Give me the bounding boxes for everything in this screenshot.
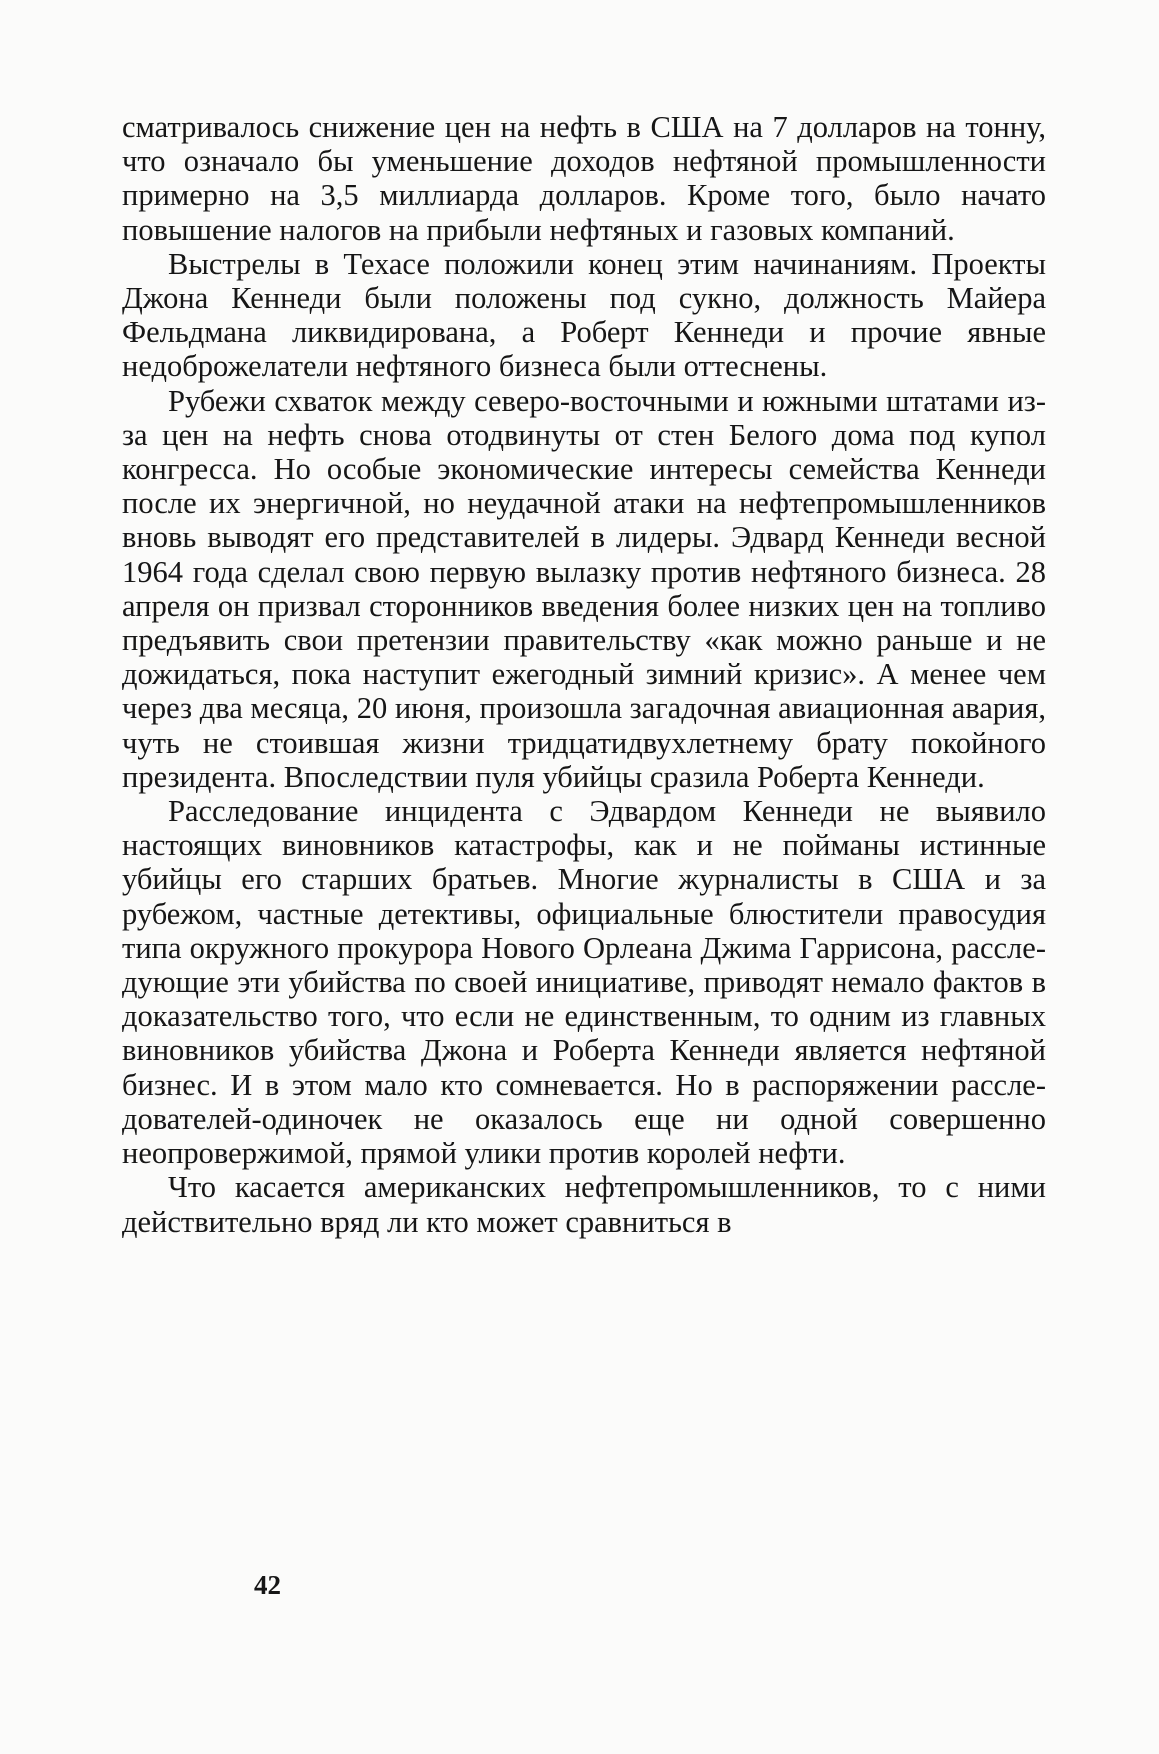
body-text <box>122 110 1046 1239</box>
page-number: 42 <box>254 1570 281 1600</box>
paragraph: Рубежи схваток между северо-восточными и южными штатами из-за цен на нефть снова отодвинуты от стен Белого дома под купол конгресса. Но особые экономические интересы семейства Кеннеди после их энергичной, но неудачной атаки на нефтепромышленников вновь выводят его представителей в лидеры. Эдвард Кеннеди весной 1964 года сделал свою первую вылазку против нефтяного бизнеса. 28 апреля он призвал сторонников введения более низких цен на топливо предъявить свои претензии правительству «как можно раньше и не дожидаться, пока наступит ежегодный зимний кризис». А менее чем через два месяца, 20 июня, произошла загадочная авиационная авария, чуть не стоившая жизни тридцатидвухлетнему брату покойного президента. Впоследствии пуля убийцы сразила Роберта Кеннеди. <box>122 383 1046 794</box>
paragraph: Выстрелы в Техасе положили конец этим начинаниям. Проекты Джона Кеннеди были положены под сукно, должность Майера Фельдмана ликвидирована, а Роберт Кеннеди и прочие явные недоброжелатели нефтяного бизнеса были оттеснены. <box>122 246 1046 384</box>
paragraph: Что касается американских нефтепромышленников, то с ними действительно вряд ли кто может сравниться в <box>122 1170 1046 1239</box>
paragraph: Расследование инцидента с Эдвардом Кеннеди не выявило настоящих виновников катастрофы, как и не пойманы истинные убийцы его старших братьев. Многие журналисты в США и за рубежом, частные детективы, официальные блюстители правосудия типа окружного прокурора Нового Орлеана Джима Гаррисона, расследующие эти убийства по своей инициативе, приводят немало фактов в доказательство того, что если не единственным, то одним из главных виновников убийства Джона и Роберта Кеннеди является нефтяной бизнес. И в этом мало кто сомневается. Но в распоряжении расследователей-одиночек не оказалось еще ни одной совершенно неопровержимой, прямой улики против королей нефти. <box>122 794 1046 1171</box>
paragraph-continuation: сматривалось снижение цен на нефть в США на 7 долларов на тонну, что означало бы уменьшение доходов нефтяной промышленности примерно на 3,5 миллиарда долларов. Кроме того, было начато повышение налогов на прибыли нефтяных и газовых компаний. <box>122 110 1046 247</box>
